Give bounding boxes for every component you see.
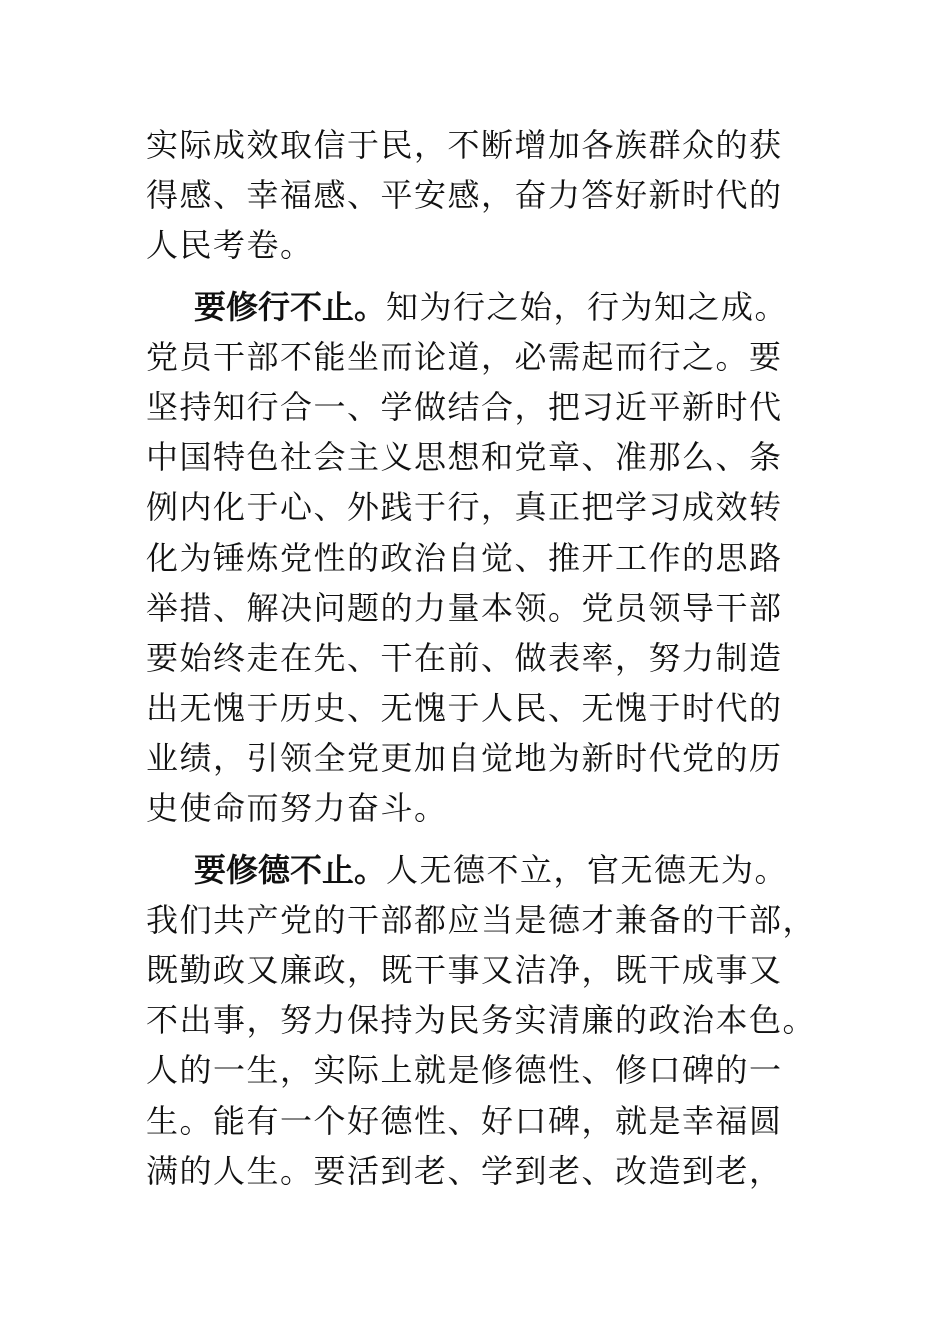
paragraph-gap: [146, 834, 836, 845]
text-line: 例内化于心、外践于行，真正把学习成效转: [146, 488, 783, 527]
paragraph-heading: 要修德不止。: [194, 850, 387, 889]
text-line: 要始终走在先、干在前、做表率，努力制造: [146, 638, 783, 677]
paragraph-3: [146, 845, 836, 1196]
text-line: 史使命而努力奋斗。: [146, 789, 448, 828]
heading-trailing-text: 知为行之始，行为知之成。: [386, 287, 789, 326]
text-line: 既勤政又廉政，既干事又洁净，既干成事又: [146, 951, 783, 989]
text-line: 党员干部不能坐而论道，必需起而行之。要: [146, 337, 783, 376]
paragraph-first-line: [146, 282, 836, 332]
text-line: 中国特色社会主义思想和党章、准那么、条: [146, 438, 783, 477]
text-line: 不出事，努力保持为民务实清廉的政治本色。: [146, 1001, 817, 1040]
heading-trailing-text: 人无德不立，官无德无为。: [386, 850, 789, 889]
text-line: 生。能有一个好德性、好口碑，就是幸福圆: [146, 1101, 783, 1140]
text-line: 举措、解决问题的力量本领。党员领导干部: [146, 588, 783, 627]
text-line: 化为锤炼党性的政治自觉、推开工作的思路: [146, 538, 783, 577]
text-line: 我们共产党的干部都应当是德才兼备的干部，: [146, 900, 817, 939]
text-line: 满的人生。要活到老、学到老、改造到老，: [146, 1151, 783, 1190]
text-line: 坚持知行合一、学做结合，把习近平新时代: [146, 387, 783, 426]
paragraph-gap: [146, 271, 836, 282]
text-line: 业绩，引领全党更加自觉地为新时代党的历: [146, 739, 783, 778]
text-line: 人民考卷。: [146, 226, 314, 265]
paragraph-2: [146, 282, 836, 834]
text-line: 得感、幸福感、平安感，奋力答好新时代的: [146, 176, 783, 215]
text-line: 实际成效取信于民，不断增加各族群众的获: [146, 126, 783, 164]
document-page: [146, 120, 836, 1196]
paragraph-first-line: [146, 845, 836, 895]
text-line: 出无愧于历史、无愧于人民、无愧于时代的: [146, 689, 783, 728]
paragraph-heading: 要修行不止。: [194, 287, 387, 326]
paragraph-1: [146, 120, 836, 271]
text-line: 人的一生，实际上就是修德性、修口碑的一: [146, 1051, 783, 1090]
